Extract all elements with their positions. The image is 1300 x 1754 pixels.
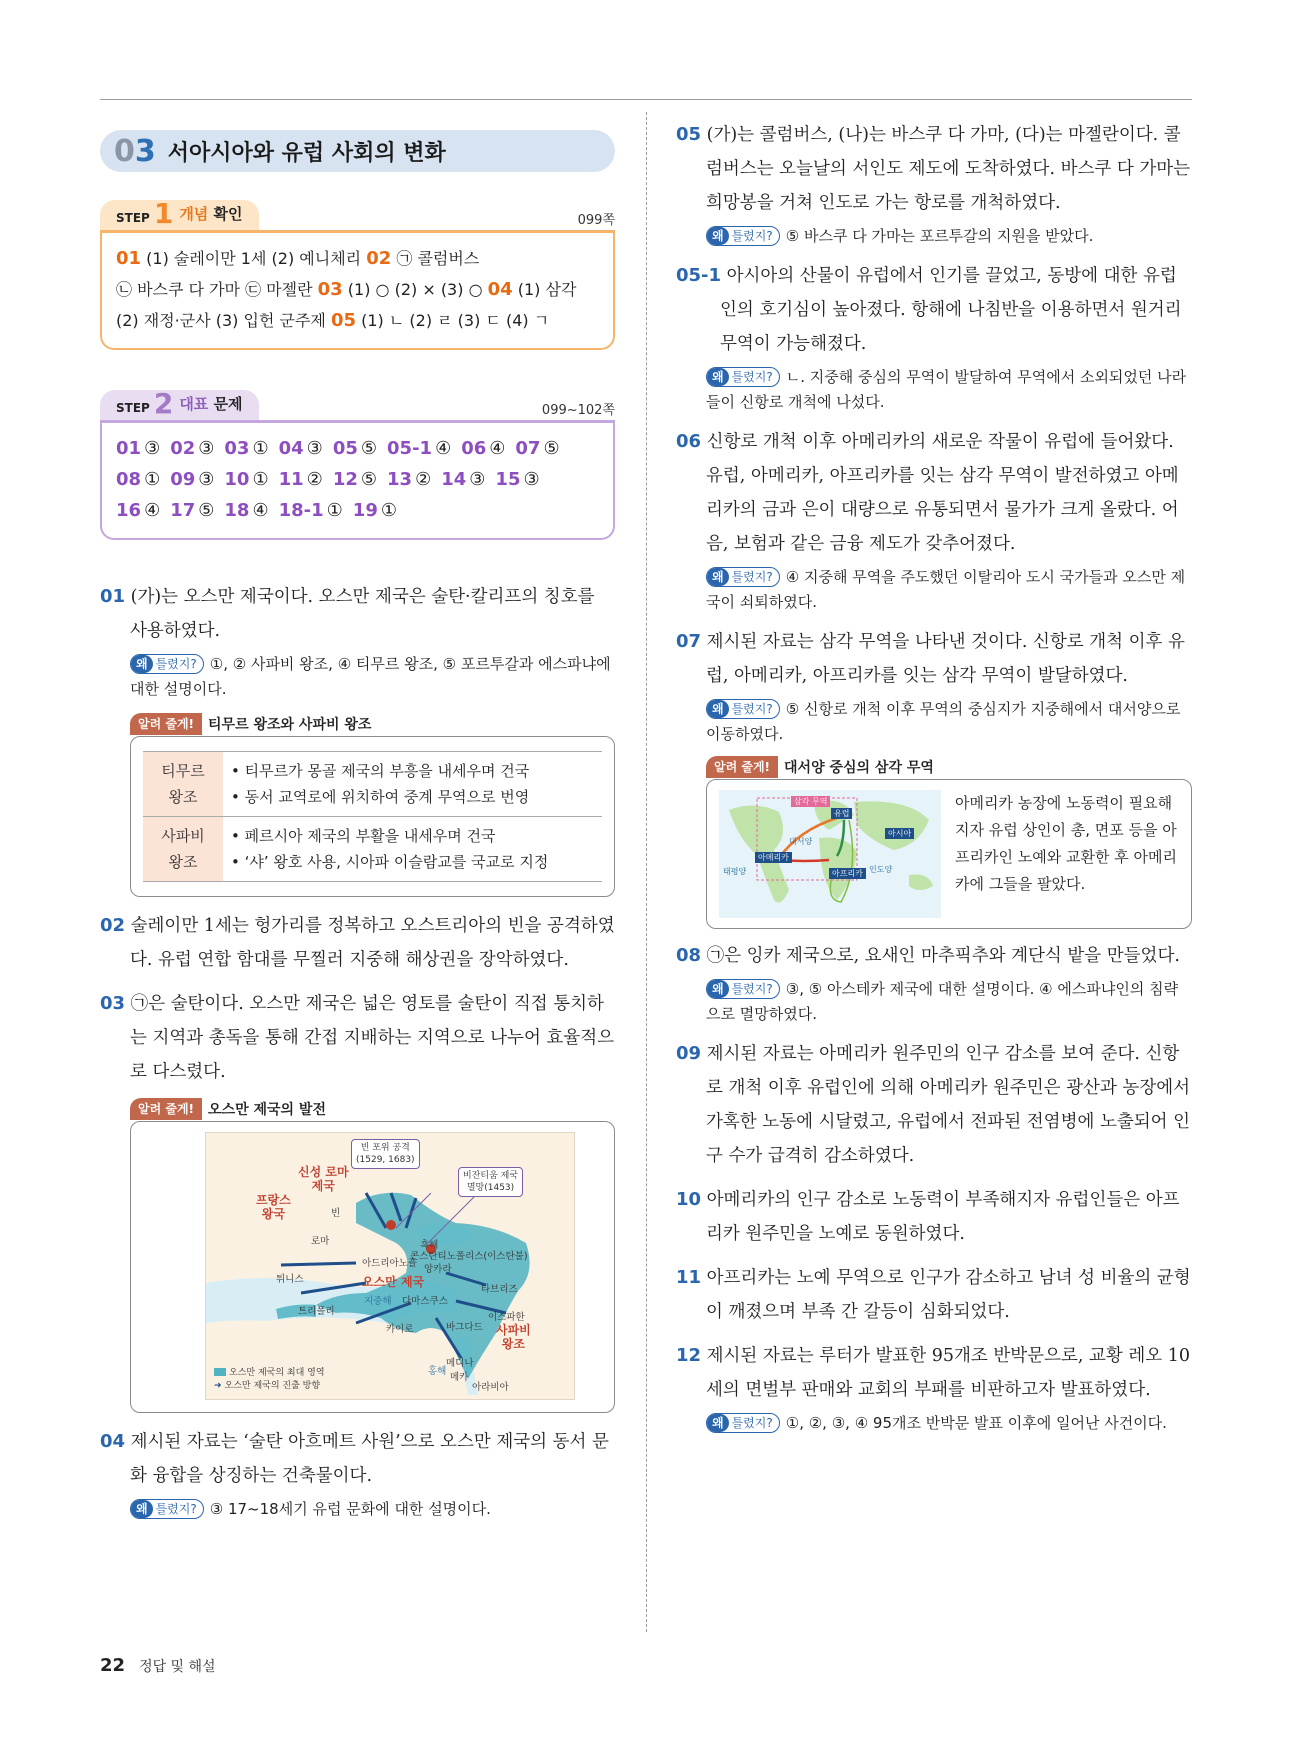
step2-tag xyxy=(100,387,259,420)
answer-08 xyxy=(676,939,1192,1027)
answer-01-text xyxy=(100,580,615,648)
answer-number: 10 xyxy=(676,1189,702,1210)
section-number xyxy=(114,134,156,169)
why-badge-t: 틀렸지? xyxy=(731,701,773,716)
answer-05 xyxy=(676,118,1192,249)
step1-name xyxy=(179,203,242,224)
answer-05-1-text xyxy=(676,259,1192,361)
section-header xyxy=(100,130,615,172)
answer-item xyxy=(279,464,323,495)
tip-box-triangle xyxy=(706,779,1192,929)
step2-answer-row xyxy=(116,464,599,495)
why-wrong-badge xyxy=(706,367,780,387)
why-wrong-text: ③ 17~18세기 유럽 문화에 대한 설명이다. xyxy=(209,1500,491,1518)
why-wrong-text: ③, ⑤ 아스테카 제국에 대한 설명이다. ④ 에스파냐인의 침략으로 멸망하였다. xyxy=(706,980,1179,1023)
tip-header-dynasties xyxy=(130,712,615,736)
why-badge-w: 왜 xyxy=(707,227,729,245)
answer-body: 제시된 자료는 ‘술탄 아흐메트 사원’으로 오스만 제국의 동서 문화 융합을 상징하는 건축물이다. xyxy=(125,1432,609,1486)
answer-number: 09 xyxy=(676,1043,702,1064)
why-wrong-text: ⑤ 바스쿠 다 가마는 포르투갈의 지원을 받았다. xyxy=(785,227,1094,245)
answer-text: ㉡ 바스쿠 다 가마 ㉢ 마젤란 xyxy=(116,280,318,299)
answer-item xyxy=(387,464,431,495)
map-label-atlantic: 대서양 xyxy=(789,837,813,846)
answer-number: 04 xyxy=(487,279,513,300)
answer-number: 07 xyxy=(676,631,702,652)
step1-tag xyxy=(100,197,259,230)
top-rule xyxy=(100,99,1192,100)
step1-number: 1 xyxy=(153,197,174,230)
answer-10-text xyxy=(676,1183,1192,1251)
why-wrong-07 xyxy=(676,697,1192,747)
why-badge-t: 틀렸지? xyxy=(731,228,773,243)
answer-choice: ④ xyxy=(489,438,506,459)
triangle-trade-text: 아메리카 농장에 노동력이 필요해지자 유럽 상인이 총, 면포 등을 아프리카인 노예와 교환한 후 아메리카에 그들을 팔았다. xyxy=(955,794,1177,893)
answer-02-text xyxy=(100,909,615,977)
why-wrong-badge xyxy=(130,654,204,674)
answer-item xyxy=(116,433,160,464)
why-badge-t: 틀렸지? xyxy=(731,1415,773,1430)
why-badge-t: 틀렸지? xyxy=(731,569,773,584)
answer-06 xyxy=(676,425,1192,615)
answer-number: 04 xyxy=(100,1431,126,1452)
tip-label: 알려 줄게! xyxy=(130,713,202,735)
legend-item-direction xyxy=(214,1380,325,1393)
answer-number: 16 xyxy=(116,500,142,521)
answer-item xyxy=(170,464,214,495)
step2-word: STEP xyxy=(116,401,150,415)
answer-item xyxy=(333,433,377,464)
triangle-trade-map xyxy=(719,790,941,918)
answer-number: 03 xyxy=(100,993,126,1014)
answer-number: 13 xyxy=(387,469,413,490)
why-wrong-05 xyxy=(676,224,1192,249)
why-wrong-badge xyxy=(706,979,780,999)
answer-number: 05-1 xyxy=(387,438,433,459)
answer-number: 01 xyxy=(116,438,142,459)
answer-body: (가)는 오스만 제국이다. 오스만 제국은 술탄·칼리프의 칭호를 사용하였다. xyxy=(125,587,595,641)
step2-answer-row xyxy=(116,495,599,526)
dynasty-desc-safavid xyxy=(223,817,602,882)
answer-choice: ① xyxy=(326,500,343,521)
answer-number: 12 xyxy=(676,1345,702,1366)
answer-number: 01 xyxy=(100,586,126,607)
map-label-indian: 인도양 xyxy=(869,865,893,874)
tip-box-dynasties xyxy=(130,736,615,897)
answer-09 xyxy=(676,1037,1192,1173)
answer-item xyxy=(279,433,323,464)
answer-item xyxy=(333,464,377,495)
map-label-red-sea: 홍해 xyxy=(428,1366,447,1377)
why-badge-w: 왜 xyxy=(131,655,153,673)
answer-11 xyxy=(676,1261,1192,1329)
list-item: • 동서 교역로에 위치하여 중계 무역으로 번영 xyxy=(231,788,530,806)
answer-03 xyxy=(100,987,615,1089)
answer-choice: ⑤ xyxy=(198,500,215,521)
map-label-safavid: 사파비 왕조 xyxy=(496,1323,531,1351)
map-label-tabriz: 타브리즈 xyxy=(481,1284,518,1295)
step1-word: STEP xyxy=(116,211,150,225)
page-footer xyxy=(100,1655,216,1676)
answer-choice: ① xyxy=(252,438,269,459)
left-column xyxy=(100,130,615,1532)
answer-03-text xyxy=(100,987,615,1089)
answer-item xyxy=(224,464,268,495)
answer-item xyxy=(224,495,268,526)
answer-number: 03 xyxy=(317,279,343,300)
section-number-prefix: 0 xyxy=(114,133,135,169)
why-badge-w: 왜 xyxy=(707,1414,729,1432)
answer-number: 08 xyxy=(116,469,142,490)
map-callout-siege: 빈 포위 공격 (1529, 1683) xyxy=(351,1139,420,1169)
answer-body: ㉠은 잉카 제국으로, 요새인 마추픽추와 계단식 밭을 만들었다. xyxy=(701,946,1180,966)
dynasty-name-safavid xyxy=(143,817,223,882)
list-item: • ‘샤’ 왕호 사용, 시아파 이슬람교를 국교로 지정 xyxy=(231,853,549,871)
why-badge-w: 왜 xyxy=(707,700,729,718)
step2-answer-row xyxy=(116,433,599,464)
why-wrong-01 xyxy=(100,652,615,702)
answer-number: 02 xyxy=(170,438,196,459)
answer-body: 제시된 자료는 아메리카 원주민의 인구 감소를 보여 준다. 신항로 개척 이후 유럽인에 의해 아메리카 원주민은 광산과 농장에서 가혹한 노동에 시달렸고, 유럽에서 전파된 전염병에 노출되어 인구 수가 급격히 감소하였다. xyxy=(701,1044,1191,1166)
right-column xyxy=(676,118,1192,1446)
answer-item xyxy=(441,464,485,495)
answer-item xyxy=(387,433,451,464)
answer-choice: ③ xyxy=(144,438,161,459)
answer-10 xyxy=(676,1183,1192,1251)
answer-07 xyxy=(676,625,1192,747)
why-badge-t: 틀렸지? xyxy=(155,1501,197,1516)
answer-item xyxy=(279,495,343,526)
map-label-tunis: 튀니스 xyxy=(276,1274,304,1285)
why-wrong-text: ⑤ 신항로 개척 이후 무역의 중심지가 지중해에서 대서양으로 이동하였다. xyxy=(706,700,1181,743)
column-divider xyxy=(646,112,647,1632)
why-wrong-badge xyxy=(706,226,780,246)
answer-item xyxy=(116,495,160,526)
step1-name-highlight: 개념 xyxy=(179,205,209,223)
answer-choice: ③ xyxy=(198,438,215,459)
answer-number: 15 xyxy=(495,469,521,490)
map-label-constantinople: 콘스탄티노폴리스(이스탄불) xyxy=(410,1251,528,1262)
step1-page-ref: 099쪽 xyxy=(577,213,615,228)
answer-text: (2) 재정·군사 (3) 입헌 군주제 xyxy=(116,311,331,330)
answer-07-text xyxy=(676,625,1192,693)
answer-body: 제시된 자료는 루터가 발표한 95개조 반박문으로, 교황 레오 10세의 면벌부 판매와 교회의 부패를 비판하고자 발표하였다. xyxy=(701,1346,1191,1400)
why-wrong-04 xyxy=(100,1497,615,1522)
answer-choice: ② xyxy=(306,469,323,490)
answer-choice: ② xyxy=(415,469,432,490)
answer-number: 18 xyxy=(224,500,250,521)
answer-text: (1) 삼각 xyxy=(512,280,577,299)
map-label-america: 아메리카 xyxy=(755,852,792,863)
answer-choice: ① xyxy=(380,500,397,521)
answer-text: (1) ○ (2) × (3) ○ xyxy=(342,280,488,299)
table-row xyxy=(143,817,602,882)
why-wrong-08 xyxy=(676,977,1192,1027)
map-label-damascus: 다마스쿠스 xyxy=(402,1296,448,1307)
dynasty-desc-timur xyxy=(223,752,602,817)
step2-name-highlight: 대표 xyxy=(179,395,209,413)
step2-answer-box xyxy=(100,420,615,540)
answer-08-text xyxy=(676,939,1192,973)
tip-header-ottoman xyxy=(130,1097,615,1121)
answer-05-1 xyxy=(676,259,1192,415)
map-legend xyxy=(214,1367,325,1393)
answer-text: (1) 술레이만 1세 (2) 예니체리 xyxy=(141,249,367,268)
footer-label: 정답 및 해설 xyxy=(139,1659,216,1675)
why-wrong-text: ④ 지중해 무역을 주도했던 이탈리아 도시 국가들과 오스만 제국이 쇠퇴하였다. xyxy=(706,568,1186,611)
legend-swatch xyxy=(214,1368,226,1376)
answer-body: 아프리카는 노예 무역으로 인구가 감소하고 남녀 성 비율의 균형이 깨졌으며 부족 간 갈등이 심화되었다. xyxy=(701,1268,1191,1322)
answer-number: 12 xyxy=(332,469,358,490)
section-title: 서아시아와 유럽 사회의 변화 xyxy=(167,140,446,166)
map-label-triangle: 삼각 무역 xyxy=(791,796,830,807)
answer-02 xyxy=(100,909,615,977)
answer-04-text xyxy=(100,1425,615,1493)
tip-title: 대서양 중심의 삼각 무역 xyxy=(784,760,934,776)
answer-number: 17 xyxy=(170,500,196,521)
answer-number: 07 xyxy=(515,438,541,459)
map-label-cairo: 카이로 xyxy=(386,1324,414,1335)
answer-choice: ⑤ xyxy=(543,438,560,459)
step2-number: 2 xyxy=(153,387,174,420)
dynasty-name-text: 티무르 왕조 xyxy=(161,762,205,806)
map-label-hre: 신성 로마 제국 xyxy=(298,1165,349,1193)
map-callout-byzantine: 비잔티움 제국 멸망(1453) xyxy=(458,1167,523,1197)
section-number-digit: 3 xyxy=(134,133,156,169)
answer-01 xyxy=(100,580,615,702)
answer-text: (1) ㄴ (2) ㄹ (3) ㄷ (4) ㄱ xyxy=(356,311,550,330)
answer-body: ㉠은 술탄이다. 오스만 제국은 넓은 영토를 술탄이 직접 통치하는 지역과 총독을 통해 간접 지배하는 지역으로 나누어 효율적으로 다스렸다. xyxy=(125,994,615,1082)
why-wrong-text: ㄴ. 지중해 중심의 무역이 발달하여 무역에서 소외되었던 나라들이 신항로 개척에 나섰다. xyxy=(706,368,1187,411)
answer-text: ㉠ 콜럼버스 xyxy=(391,249,480,268)
step2-header xyxy=(100,387,615,420)
step1-answer-line xyxy=(116,243,599,274)
answer-number: 06 xyxy=(461,438,487,459)
step2-name xyxy=(179,393,242,414)
step1-answer-box xyxy=(100,230,615,350)
answer-choice: ④ xyxy=(435,438,452,459)
why-wrong-badge xyxy=(706,567,780,587)
dynasty-table xyxy=(143,751,602,882)
tip-label: 알려 줄게! xyxy=(706,756,778,778)
answer-number: 19 xyxy=(352,500,378,521)
why-badge-w: 왜 xyxy=(131,1500,153,1518)
answer-09-text xyxy=(676,1037,1192,1173)
answer-body: 아메리카의 인구 감소로 노동력이 부족해지자 유럽인들은 아프리카 원주민을 노예로 동원하였다. xyxy=(701,1190,1180,1244)
answer-choice: ① xyxy=(144,469,161,490)
ottoman-map-frame xyxy=(205,1132,575,1400)
why-badge-t: 틀렸지? xyxy=(731,369,773,384)
map-label-medina: 메디나 xyxy=(446,1358,474,1369)
answer-choice: ⑤ xyxy=(360,469,378,490)
answer-choice: ⑤ xyxy=(360,438,378,459)
tip-header-triangle xyxy=(706,755,1192,779)
answer-04 xyxy=(100,1425,615,1522)
answer-number: 05 xyxy=(332,438,358,459)
answer-number: 06 xyxy=(676,431,702,452)
step1-answer-line xyxy=(116,274,599,305)
answer-item xyxy=(353,495,397,526)
answer-number: 01 xyxy=(116,248,142,269)
why-wrong-text: ①, ② 사파비 왕조, ④ 티무르 왕조, ⑤ 포르투갈과 에스파냐에 대한 설명이다. xyxy=(130,655,611,698)
answer-item xyxy=(515,433,559,464)
map-label-france: 프랑스 왕국 xyxy=(256,1193,291,1221)
map-label-pacific: 태평양 xyxy=(723,867,747,876)
why-wrong-text: ①, ②, ③, ④ 95개조 반박문 발표 이후에 일어난 사건이다. xyxy=(785,1414,1167,1432)
legend-arrow-icon: ➜ xyxy=(214,1381,222,1391)
answer-body: (가)는 콜럼버스, (나)는 바스쿠 다 가마, (다)는 마젤란이다. 콜럼버스는 오늘날의 서인도 제도에 도착하였다. 바스쿠 다 가마는 희망봉을 거쳐 인도로 가는 항로를 개척하였다. xyxy=(701,125,1191,213)
why-badge-w: 왜 xyxy=(707,368,729,386)
answer-body: 제시된 자료는 삼각 무역을 나타낸 것이다. 신항로 개척 이후 유럽, 아메리카, 아프리카를 잇는 삼각 무역이 발달하였다. xyxy=(701,632,1185,686)
legend-item-area xyxy=(214,1367,325,1380)
step2-page-ref: 099~102쪽 xyxy=(541,403,615,418)
answer-number: 05 xyxy=(676,124,702,145)
tip-title: 티무르 왕조와 사파비 왕조 xyxy=(208,717,372,733)
answer-number: 03 xyxy=(224,438,250,459)
answer-item xyxy=(170,495,214,526)
map-label-vienna: 빈 xyxy=(331,1208,341,1219)
tip-box-ottoman-map xyxy=(130,1121,615,1413)
map-label-tripoli: 트리폴리 xyxy=(298,1306,335,1317)
answer-choice: ① xyxy=(252,469,269,490)
why-wrong-06 xyxy=(676,565,1192,615)
map-label-black-sea: 흑해 xyxy=(420,1240,439,1251)
answer-item xyxy=(116,464,160,495)
answer-number: 09 xyxy=(170,469,196,490)
map-label-baghdad: 바그다드 xyxy=(446,1322,483,1333)
answer-number: 05-1 xyxy=(676,265,722,286)
answer-body: 아시아의 산물이 유럽에서 인기를 끌었고, 동방에 대한 유럽인의 호기심이 높아졌다. 항해에 나침반을 이용하면서 원거리 무역이 가능해졌다. xyxy=(720,266,1182,354)
map-label-mecca: 메카 xyxy=(450,1372,469,1383)
table-row xyxy=(143,752,602,817)
answer-choice: ③ xyxy=(469,469,486,490)
answer-choice: ③ xyxy=(198,469,215,490)
answer-item xyxy=(224,433,268,464)
answer-number: 02 xyxy=(366,248,392,269)
tip-label: 알려 줄게! xyxy=(130,1098,202,1120)
answer-06-text xyxy=(676,425,1192,561)
answer-12 xyxy=(676,1339,1192,1436)
answer-choice: ④ xyxy=(252,500,269,521)
why-badge-w: 왜 xyxy=(707,980,729,998)
step1-header xyxy=(100,197,615,230)
why-wrong-12 xyxy=(676,1411,1192,1436)
legend-text: 오스만 제국의 최대 영역 xyxy=(229,1368,325,1378)
triangle-trade-content xyxy=(719,790,1179,918)
answer-number: 14 xyxy=(441,469,467,490)
map-label-adrianople: 아드리아노플 xyxy=(362,1258,418,1269)
step1-answer-line xyxy=(116,305,599,336)
answer-number: 04 xyxy=(278,438,304,459)
map-label-europe: 유럽 xyxy=(831,808,852,819)
answer-number: 11 xyxy=(676,1267,702,1288)
why-badge-t: 틀렸지? xyxy=(155,656,197,671)
answer-number: 10 xyxy=(224,469,250,490)
ottoman-map xyxy=(143,1132,602,1402)
answer-11-text xyxy=(676,1261,1192,1329)
list-item: • 티무르가 몽골 제국의 부흥을 내세우며 건국 xyxy=(231,762,530,780)
answer-number: 18-1 xyxy=(278,500,324,521)
why-wrong-badge xyxy=(130,1499,204,1519)
map-label-ankara: 앙카라 xyxy=(424,1264,452,1275)
why-badge-w: 왜 xyxy=(707,568,729,586)
map-label-isfahan: 이스파한 xyxy=(488,1312,525,1323)
why-wrong-badge xyxy=(706,1413,780,1433)
map-label-ottoman: 오스만 제국 xyxy=(362,1275,425,1289)
tip-title: 오스만 제국의 발전 xyxy=(208,1102,326,1118)
answer-12-text xyxy=(676,1339,1192,1407)
answer-number: 05 xyxy=(330,310,357,331)
answer-choice: ③ xyxy=(523,469,540,490)
list-item: • 페르시아 제국의 부활을 내세우며 건국 xyxy=(231,827,496,845)
map-label-africa: 아프리카 xyxy=(829,868,866,879)
why-wrong-badge xyxy=(706,699,780,719)
answer-item xyxy=(495,464,539,495)
answer-choice: ④ xyxy=(144,500,161,521)
answer-choice: ③ xyxy=(306,438,323,459)
dynasty-name-timur xyxy=(143,752,223,817)
answer-item xyxy=(461,433,505,464)
answer-body: 신항로 개척 이후 아메리카의 새로운 작물이 유럽에 들어왔다. 유럽, 아메리카, 아프리카를 잇는 삼각 무역이 발전하였고 아메리카의 금과 은이 대량으로 유통되면서 물가가 크게 올랐다. 어음, 보험과 같은 금융 제도가 갖추어졌다. xyxy=(701,432,1179,554)
page-number: 22 xyxy=(100,1655,126,1676)
dynasty-name-text: 사파비 왕조 xyxy=(161,827,205,871)
map-label-arabia: 아라비아 xyxy=(472,1382,509,1393)
why-badge-t: 틀렸지? xyxy=(731,981,773,996)
answer-number: 02 xyxy=(100,915,126,936)
answer-05-text xyxy=(676,118,1192,220)
map-label-rome: 로마 xyxy=(311,1236,330,1247)
world-map-graphic xyxy=(719,790,941,918)
map-label-asia: 아시아 xyxy=(885,828,914,839)
answer-number: 08 xyxy=(676,945,702,966)
legend-text: 오스만 제국의 진출 방향 xyxy=(224,1381,321,1391)
answer-item xyxy=(170,433,214,464)
step1-name-rest: 확인 xyxy=(208,205,243,223)
step2-name-rest: 문제 xyxy=(208,395,243,413)
why-wrong-05-1 xyxy=(676,365,1192,415)
answer-body: 술레이만 1세는 헝가리를 정복하고 오스트리아의 빈을 공격하였다. 유럽 연합 함대를 무찔러 지중해 해상권을 장악하였다. xyxy=(125,916,615,970)
map-label-mediterranean: 지중해 xyxy=(364,1296,392,1307)
answer-number: 11 xyxy=(278,469,304,490)
